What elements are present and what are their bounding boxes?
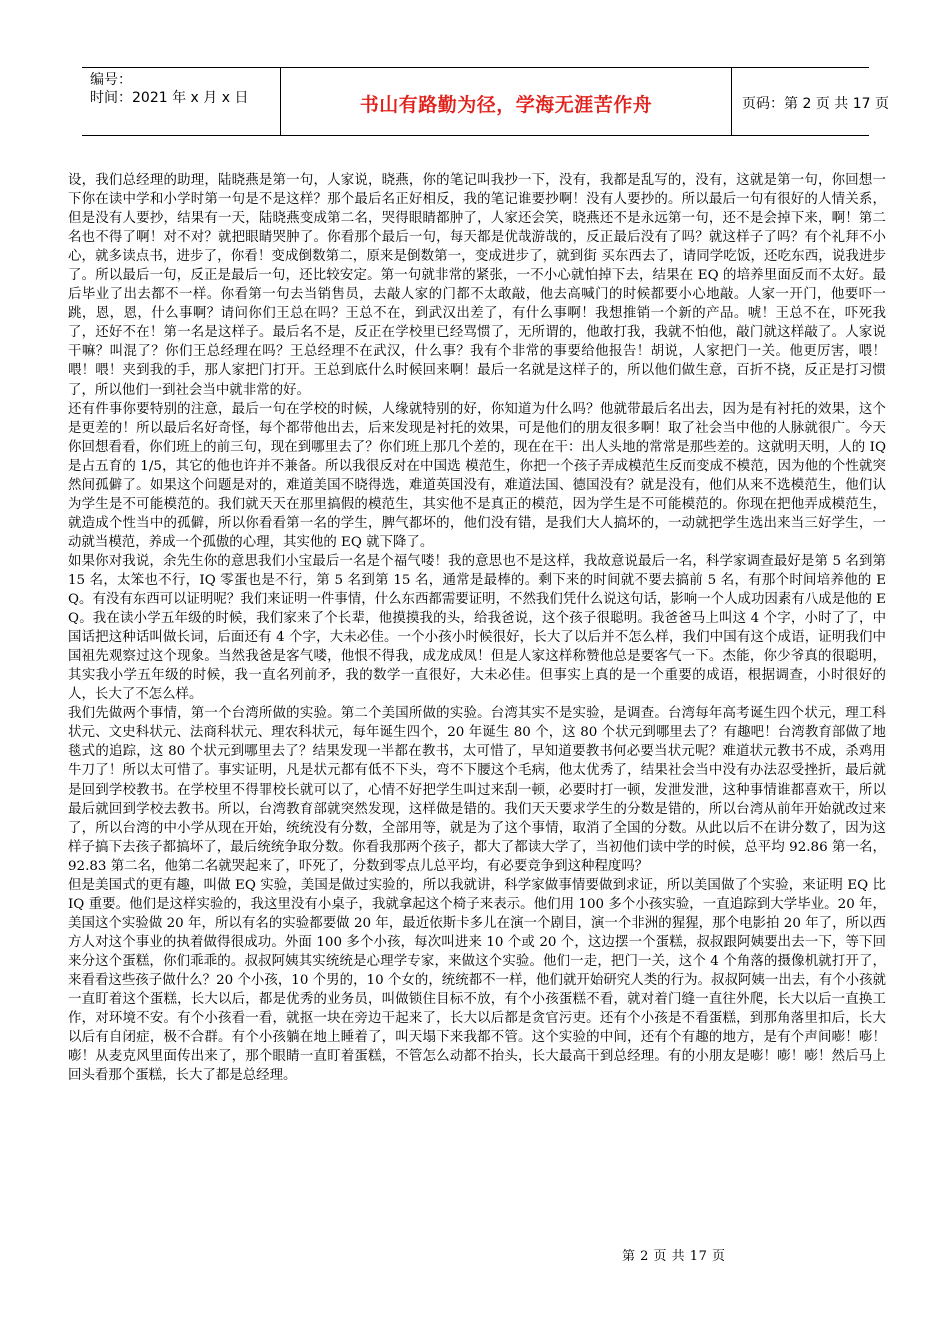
page-footer: 第 2 页 共 17 页: [622, 1249, 726, 1264]
page-header: [82, 67, 889, 136]
header-motto: 书山有路勤为径，学海无涯苦作舟: [359, 94, 653, 116]
body-paragraph: 还有件事你要特别的注意，最后一句在学校的时候，人缘就特别的好，你知道为什么吗？他就带最后名出去，因为是有衬托的效果，这个是更差的！所以最后名好奇怪，每个都带他出去，后来发现是衬托的效果，可是他们的朋友很多啊！取了社会当中他的人脉就很广。今天你回想看看，你们班上的前三句，现在到哪里去了？你们班上那几个差的，现在在干：出人头地的常常是那些差的。这就明天明，人的 IQ 是占五育的 1/5，其它的他也许并不兼备。所以我很反对在中国选 模范生，你把一个孩子弄成模范生反而变成不模范，因为他的个性就突然间孤僻了。如果这个问题是对的，难道美国不晓得选，难道英国没有，难道法国、德国没有？就是没有，他们从来不选模范生，他们认为学生是不可能模范的。我们就天天在那里搞假的模范生，其实他不是真正的模范，因为学生是不可能模范的。你现在把他弄成模范生，就造成个性当中的孤僻，所以你看看第一名的学生，脾气都坏的，他们没有错，是我们大人搞坏的，一动就把学生选出来当三好学生，一动就当模范，养成一个孤傲的心理，其实他的 EQ 就下降了。: [68, 401, 886, 550]
header-page-info: 页码：第 2 页 共 17 页: [742, 96, 889, 112]
document-body: [68, 171, 886, 1085]
body-paragraph: 设，我们总经理的助理，陆晓燕是第一句，人家说，晓燕，你的笔记叫我抄一下，没有，我都是乱写的，没有，这就是第一句，你回想一下你在读中学和小学时第一句是不是这样？那个最后名正好相反，我的笔记谁要抄啊！没有人要抄的。所以最后一句有很好的人情关系，但是没有人要抄，结果有一天，陆晓燕变成第二名，哭得眼睛都肿了，人家还会笑，晓燕还不是永远第一句，还不是会掉下来，啊！第二名也不得了啊！对不对？就把眼睛哭肿了。你看那个最后一句，每天都是优哉游哉的，反正最后没有了吗？就这样子了吗？有个礼拜不小心，就多读点书，进步了，你看！变成倒数第二，原来是倒数第一，变成进步了，就到街 买东西去了，请同学吃饭，还吃东西，说我进步了。所以最后一句，反正是最后一句，还比较安定。第一句就非常的紧张，一不小心就怕掉下去，结果在 EQ 的培养里面反而不太好。最后毕业了出去都不一样。你看第一句去当销售员，去敲人家的门都不太敢敲，他去高喊门的时候都要小心地敲。人家一开门，他要吓一跳，恩，恩，什么事啊？请问你们王总在吗？王总不在，到武汉出差了，有什么事啊！我想推销一个新的产品。唬！王总不在，吓死我了，还好不在！第一名是这样子。最后名不是，反正在学校里已经骂惯了，无所谓的，他敢打我，我就不怕他，敲门就这样敲了。人家说干嘛？叫混了？你们王总经理在吗？王总经理不在武汉，什么事？我有个非常的事要给他报告！胡说，人家把门一关。他更厉害，喂！喂！喂！夹到我的手，那人家把门打开。王总到底什么时候回来啊！最后一名就是这样子的，所以他们做生意，百折不挠，反正是打习惯了，所以他们一到社会当中就非常的好。: [68, 173, 886, 398]
body-paragraph: 我们先做两个事情，第一个台湾所做的实验。第二个美国所做的实验。台湾其实不是实验，是调查。台湾每年高考诞生四个状元，理工科状元、文史科状元、法商科状元、理农科状元，每年诞生四个，20 年诞生 80 个，这 80 个状元到哪里去了？有趣吧！台湾教育部做了地毯式的追踪，这 80 个状元到哪里去了？结果发现一半都在教书，太可惜了，早知道要教书何必要当状元呢？难道状元教书不成，杀鸡用牛刀了！所以太可惜了。事实证明，凡是状元都有低不下头，弯不下腰这个毛病，他太优秀了，结果社会当中没有办法忍受挫折，最后就是回到学校教书。在学校里不得罪校长就可以了，心情不好把学生叫过来刮一顿，必要时打一顿，发泄发泄，这种事情谁都喜欢干，所以最后就回到学校去教书。所以，台湾教育部就突然发现，这样做是错的。我们天天要求学生的分数是错的，所以台湾从前年开始就改过来了，所以台湾的中小学从现在开始，统统没有分数，全部用等，就是为了这个事情，取消了全国的分数。从此以后不在讲分数了，因为这样子搞下去孩子都搞坏了，最后统统争取分数。你看我那两个孩子，都大了都读大学了，当初他们读中学的时候，总平均 92.86 第一名，92.83 第二名，他第二名就哭起来了，吓死了，分数到零点儿总平均，有必要竞争到这种程度吗？: [68, 706, 886, 874]
body-paragraph: 如果你对我说，余先生你的意思我们小宝最后一名是个福气喽！我的意思也不是这样，我故意说最后一名，科学家调查最好是第 5 名到第 15 名，太笨也不行，IQ 零蛋也是不行，第 5 名到第 15 名，通常是最棒的。剩下来的时间就不要去搞前 5 名，有那个时间培养他的 EQ。有没有东西可以证明呢？我们来证明一件事情，什么东西都需要证明，不然我们凭什么说这句话，影响一个人成功因素有八成是他的 EQ。我在读小学五年级的时候，我们家来了个长辈，他摸摸我的头，给我爸说，这个孩子很聪明。我爸爸马上叫这 4 个字，小时了了，中国话把这种话叫做长词，后面还有 4 个字，大未必佳。一个小孩小时候很好，长大了以后并不怎么样，我们中国有这个成语，证明我们中国祖先观察过这个现象。当然我爸是客气喽，他恨不得我，成龙成凤！但是人家这样称赞他总是要客气一下。杰能，你少爷真的很聪明，其实我小学五年级的时候，我一直名列前矛，我的数学一直很好，大未必佳。但事实上真的是一个重要的成语，根据调查，小时很好的人，长大了不怎么样。: [68, 553, 887, 703]
document-number-label: 编号：: [90, 72, 132, 88]
header-motto-cell: [280, 68, 732, 135]
document-date-line: 时间：2021 年 x 月 x 日: [90, 90, 249, 106]
body-paragraph: 但是美国式的更有趣，叫做 EQ 实验，美国是做过实验的，所以我就讲，科学家做事情要做到求证，所以美国做了个实验，来证明 EQ 比 IQ 重要。他们是这样实验的，我这里没有小桌子，我就拿起这个椅子来表示。他们用 100 多个小孩实验，一直追踪到大学毕业。20 年，美国这个实验做 20 年，所以有名的实验都要做 20 年，最近依斯卡多儿在演一个剧目，演一个非洲的猩猩，那个电影拍 20 年了，所以西方人对这个事业的执着做得很成功。外面 100 多个小孩，每次叫进来 10 个或 20 个，这边摆一个蛋糕，叔叔跟阿姨要出去一下，等下回来分这个蛋糕，你们乖乖的。叔叔阿姨其实统统是心理学专家，来做这个实验。他们一走，把门一关，这个 4 个角落的摄像机就打开了，来看看这些孩子做什么？20 个小孩，10 个男的，10 个女的，统统都不一样，他们就开始研究人类的行为。叔叔阿姨一出去，有个小孩就一直盯着这个蛋糕，长大以后，都是优秀的业务员，叫做锁住目标不放，有个小孩蛋糕不看，就对着门缝一直往外爬，长大以后一直换工作，对环境不安。有个小孩看一看，就抠一块在旁边干起来了，长大以后都是贪官污吏。还有个小孩是不看蛋糕，到那角落里扣后，长大以后有自闭症，极不合群。有个小孩躺在地上睡着了，叫天塌下来我都不管。这个实验的中间，还有个有趣的地方，是有个声间嘭！嘭！嘭！从麦克风里面传出来了，那个眼睛一直盯着蛋糕，不管怎么动都不抬头，长大最高干到总经理。有的小朋友是嘭！嘭！嘭！然后马上回头看那个蛋糕，长大了都是总经理。: [68, 877, 886, 1084]
header-page-cell: [732, 68, 889, 135]
header-meta-cell: [82, 68, 280, 135]
